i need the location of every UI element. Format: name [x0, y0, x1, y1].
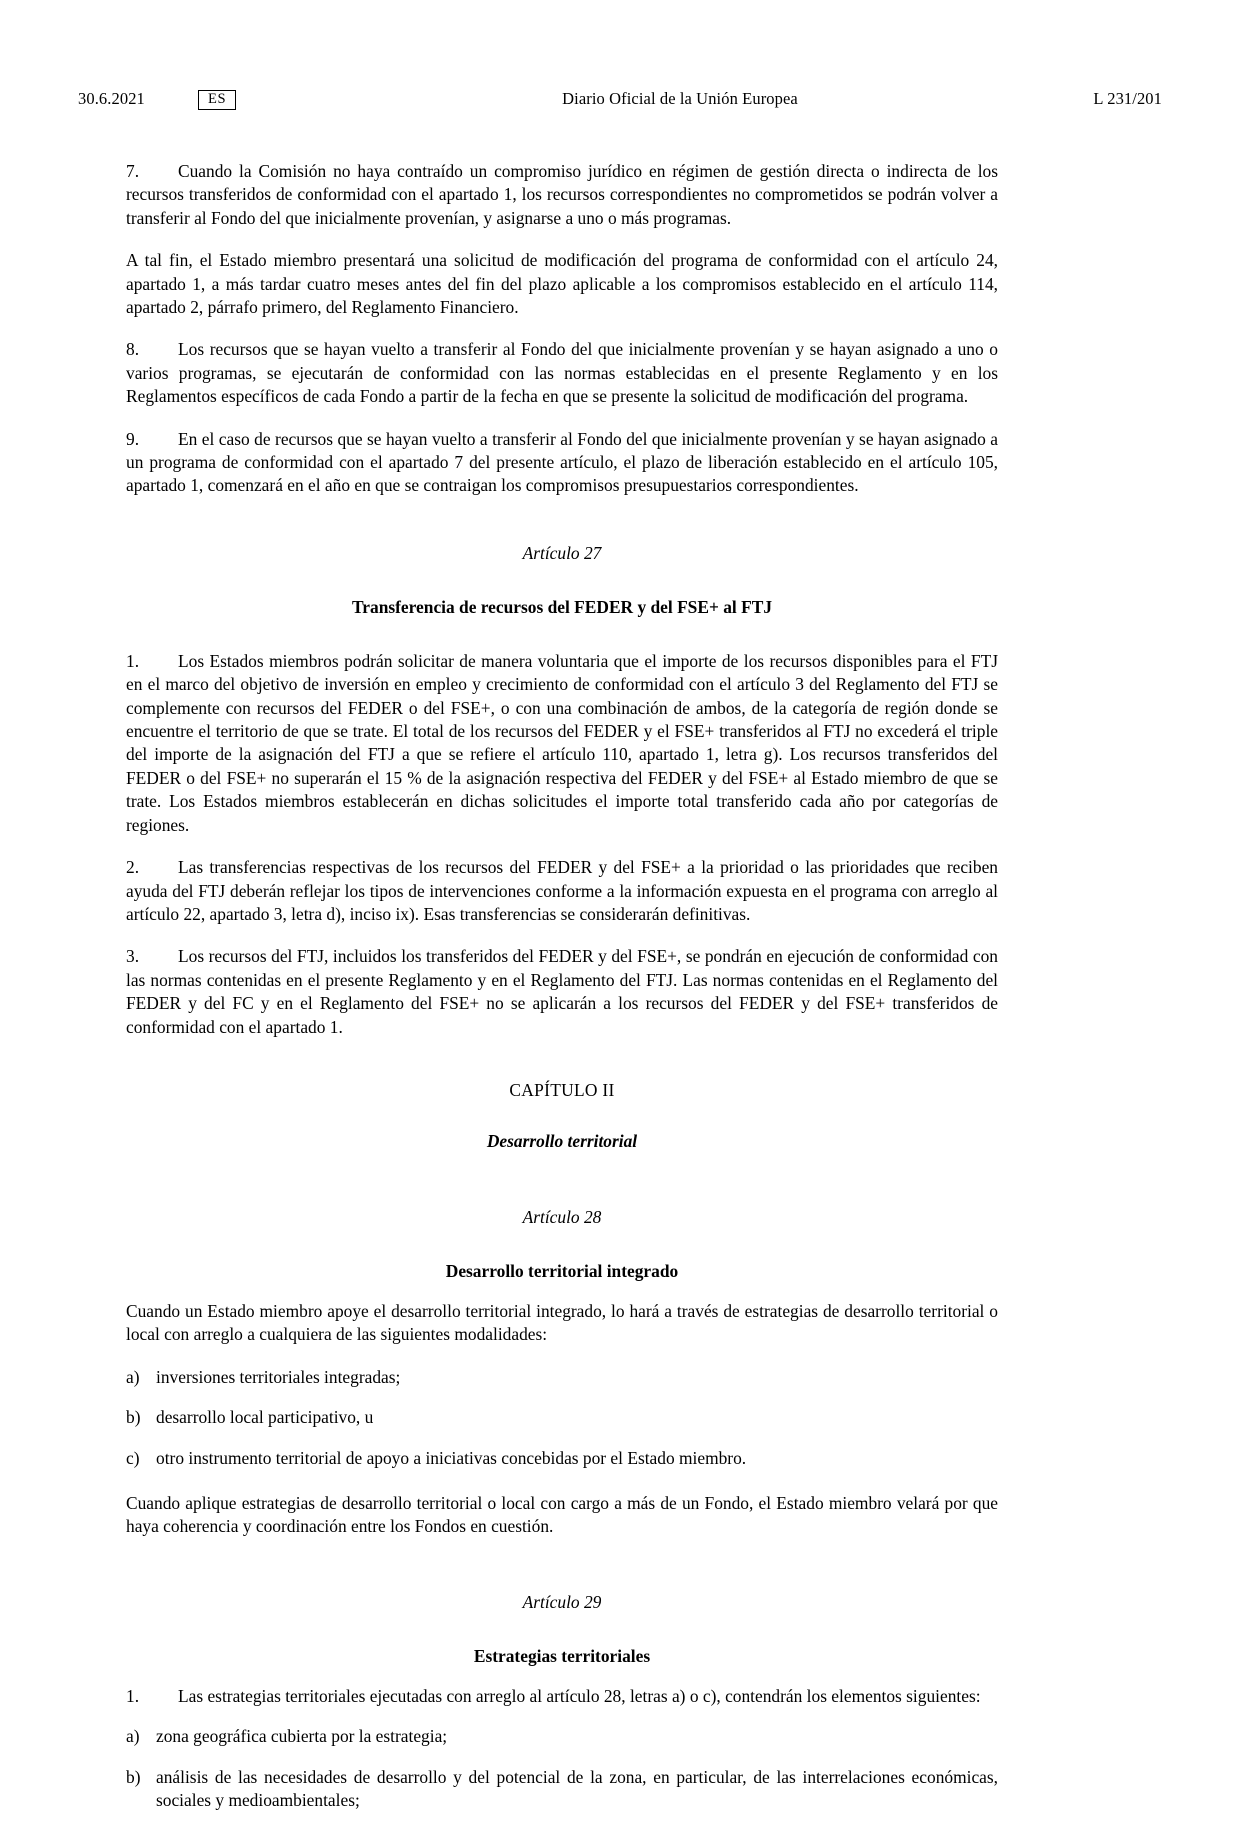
article-27-number: Artículo 27 [522, 542, 602, 563]
list-item [126, 1766, 998, 1813]
article-27-paragraph-3 [126, 945, 998, 1039]
article-29-title: Estrategias territoriales [473, 1646, 651, 1667]
list-item-label: b) [126, 1407, 141, 1428]
paragraph-9 [126, 428, 998, 498]
article-28-closing: Cuando aplique estrategias de desarrollo territorial o local con cargo a más de un Fondo, el Estado miembro velará por que haya coherencia y coordinación entre los Fondos en cuestión. [126, 1492, 998, 1537]
article-29-number: Artículo 29 [522, 1591, 602, 1612]
list-item [126, 1725, 998, 1748]
page-header [78, 86, 1162, 112]
chapter-2-number: CAPÍTULO II [509, 1079, 615, 1100]
article-28-intro: Cuando un Estado miembro apoye el desarrollo territorial integrado, lo hará a través de estrategias de desarrollo territorial o local con arreglo a cualquiera de las siguientes modalidades: [126, 1300, 998, 1345]
article-27-title: Transferencia de recursos del FEDER y del FSE+ al FTJ [351, 597, 773, 618]
list-item [126, 1406, 998, 1429]
paragraph-number: 1. [126, 1685, 140, 1706]
paragraph-number: 1. [126, 650, 140, 671]
document-body [126, 160, 998, 1829]
list-item-text: zona geográfica cubierta por la estrategia; [156, 1726, 448, 1747]
paragraph-number: 9. [126, 428, 140, 449]
paragraph-8 [126, 338, 998, 408]
list-item-text: análisis de las necesidades de desarrollo y del potencial de la zona, en particular, de las interrelaciones económicas, sociales y medioambientales; [156, 1766, 998, 1810]
paragraph-number: 3. [126, 946, 140, 967]
chapter-2-title: Desarrollo territorial [486, 1131, 638, 1152]
article-29-paragraph-1 [126, 1685, 998, 1708]
paragraph-text: Los recursos del FTJ, incluidos los transferidos del FEDER y del FSE+, se pondrán en ejecución de conformidad con las normas contenidas en el presente Reglamento y en el Reglamento del FTJ. Las normas contenidas en el Reglamento del FEDER y del FC y en el Reglamento del FSE+ no se aplicarán a los recursos del FEDER y del FSE+ transferidos de conformidad con el apartado 1. [126, 946, 998, 1037]
list-item-label: c) [126, 1447, 140, 1468]
article-28-title: Desarrollo territorial integrado [445, 1261, 679, 1282]
list-item-label: a) [126, 1366, 140, 1387]
language-code-badge: ES [198, 90, 236, 110]
list-item-label: a) [126, 1726, 140, 1747]
paragraph-text: Los Estados miembros podrán solicitar de manera voluntaria que el importe de los recursos disponibles para el FTJ en el marco del objetivo de inversión en empleo y crecimiento de conformidad con el artículo 3 del Reglamento del FTJ se complemente con recursos del FEDER o del FSE+, o con una combinación de ambos, de la categoría de región donde se encuentre el territorio de que se trate. El total de los recursos del FEDER y el FSE+ transferidos al FTJ no excederá el triple del importe de la asignación del FTJ a que se refiere el artículo 110, apartado 1, letra g). Los recursos transferidos del FEDER o del FSE+ no superarán el 15 % de la asignación respectiva del FEDER y del FSE+ al Estado miembro de que se trate. Los Estados miembros establecerán en dichas solicitudes el importe total transferido cada año por categorías de regiones. [126, 650, 998, 835]
header-date: 30.6.2021 [78, 89, 145, 108]
paragraph-text: Las transferencias respectivas de los recursos del FEDER y del FSE+ a la prioridad o las prioridades que reciben ayuda del FTJ deberán reflejar los tipos de intervenciones conforme a la información expuesta en el programa con arreglo al artículo 22, apartado 3, letra d), inciso ix). Esas transferencias se considerarán definitivas. [126, 857, 998, 924]
paragraph-number: 8. [126, 339, 140, 360]
header-reference: L 231/201 [1093, 89, 1162, 108]
paragraph-text: Las estrategias territoriales ejecutadas con arreglo al artículo 28, letras a) o c), contendrán los elementos siguientes: [178, 1685, 981, 1706]
article-28-number: Artículo 28 [522, 1206, 602, 1227]
paragraph-text: Cuando la Comisión no haya contraído un compromiso jurídico en régimen de gestión directa o indirecta de los recursos transferidos de conformidad con el apartado 1, los recursos correspondientes no comprometidos se podrán volver a transferir al Fondo del que inicialmente provenían, y asignarse a uno o más programas. [126, 161, 998, 228]
list-item-text: desarrollo local participativo, u [156, 1407, 374, 1428]
header-language-box [198, 88, 348, 110]
paragraph-number: 2. [126, 857, 140, 878]
list-item [126, 1366, 998, 1389]
list-item-text: inversiones territoriales integradas; [156, 1366, 401, 1387]
article-27-paragraph-2 [126, 856, 998, 926]
paragraph-7 [126, 160, 998, 230]
paragraph-text: Los recursos que se hayan vuelto a transferir al Fondo del que inicialmente provenían y se hayan asignado a uno o varios programas, se ejecutarán de conformidad con las normas establecidas en el presente Reglamento y en los Reglamentos específicos de cada Fondo a partir de la fecha en que se presente la solicitud de modificación del programa. [126, 339, 998, 407]
header-journal-title: Diario Oficial de la Unión Europea [562, 89, 798, 108]
list-item-text: otro instrumento territorial de apoyo a iniciativas concebidas por el Estado miembro. [156, 1447, 747, 1468]
list-item [126, 1447, 998, 1470]
paragraph-text: En el caso de recursos que se hayan vuelto a transferir al Fondo del que inicialmente provenían y se hayan asignado a un programa de conformidad con el apartado 7 del presente artículo, el plazo de liberación establecido en el artículo 105, apartado 1, comenzará en el año en que se contraigan los compromisos presupuestarios correspondientes. [126, 428, 998, 496]
paragraph-7-subparagraph: A tal fin, el Estado miembro presentará una solicitud de modificación del programa de conformidad con el artículo 24, apartado 1, a más tardar cuatro meses antes del fin del plazo aplicable a los compromisos establecido en el artículo 114, apartado 2, párrafo primero, del Reglamento Financiero. [126, 250, 998, 318]
article-27-paragraph-1 [126, 650, 998, 837]
paragraph-number: 7. [126, 161, 140, 181]
list-item-label: b) [126, 1766, 141, 1787]
